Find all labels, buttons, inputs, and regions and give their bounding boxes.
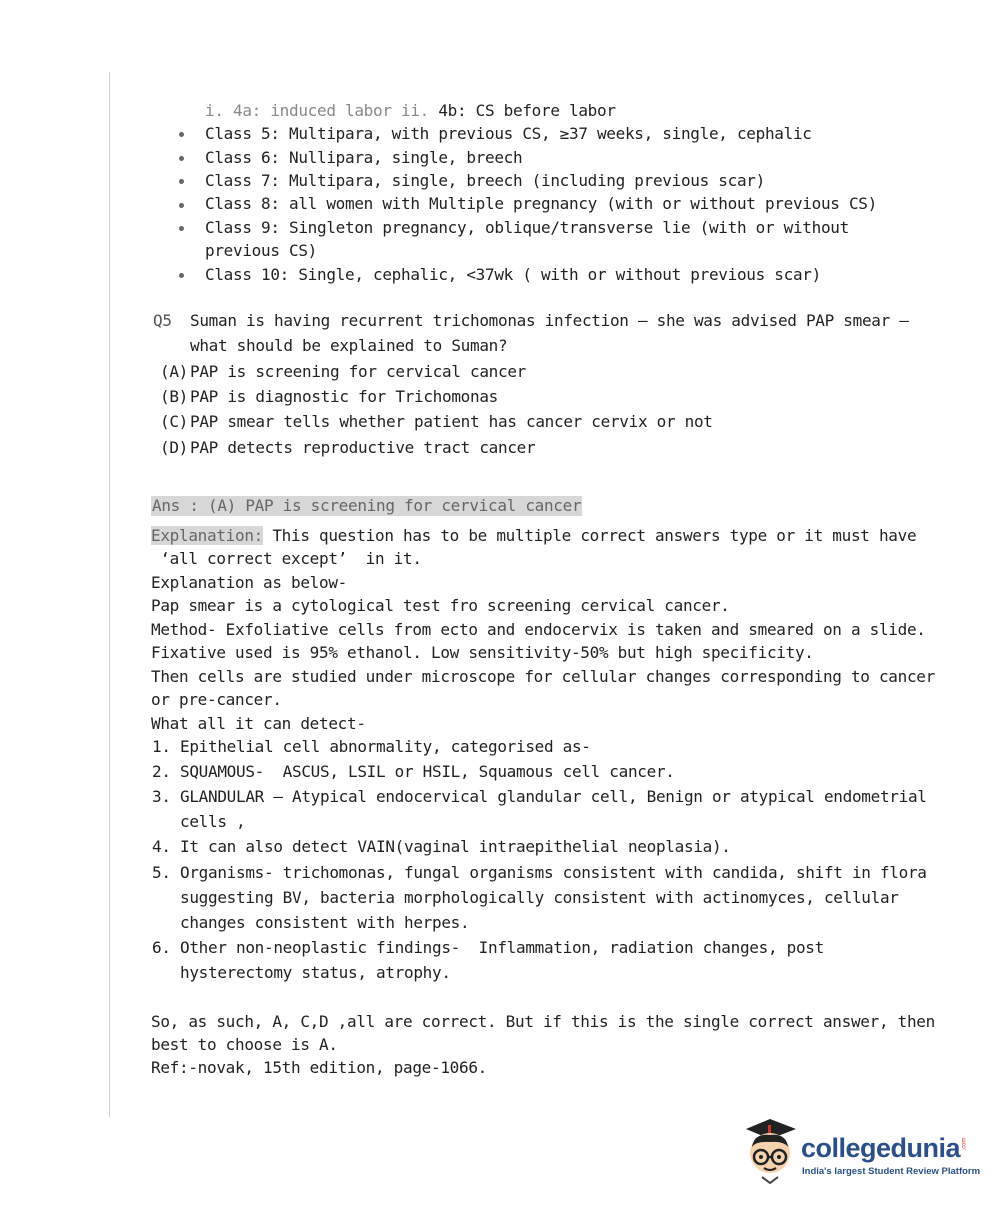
explanation-line: ‘all correct except’ in it. — [151, 549, 422, 568]
list-item: Organisms- trichomonas, fungal organisms consistent with candida, shift in flora — [180, 863, 927, 882]
explanation-line: Fixative used is 95% ethanol. Low sensitivity-50% but high specificity. — [151, 643, 814, 662]
conclusion-line: best to choose is A. — [151, 1035, 338, 1054]
list-item-continuation: changes consistent with herpes. — [180, 913, 470, 932]
list-item: SQUAMOUS- ASCUS, LSIL or HSIL, Squamous cell cancer. — [180, 762, 675, 781]
sub-item-line: i. 4a: induced labor ii. 4b: CS before labor — [205, 101, 616, 120]
explanation-first-line: Explanation: This question has to be multiple correct answers type or it must have — [151, 526, 917, 545]
list-item: Class 8: all women with Multiple pregnancy (with or without previous CS) — [205, 194, 877, 213]
option-label: (B) — [160, 387, 188, 406]
list-item: Class 10: Single, cephalic, <37wk ( with or without previous scar) — [205, 265, 821, 284]
option-text: PAP is screening for cervical cancer — [190, 362, 526, 381]
explanation-line: Pap smear is a cytological test fro screening cervical cancer. — [151, 596, 730, 615]
bullet-icon — [179, 203, 184, 208]
question-text: what should be explained to Suman? — [190, 336, 508, 355]
list-number: 3. — [152, 787, 171, 806]
bullet-icon — [179, 179, 184, 184]
list-number: 6. — [152, 938, 171, 957]
explanation-line: What all it can detect- — [151, 714, 366, 733]
logo-wordmark: collegedunia — [801, 1133, 961, 1163]
list-item: Class 6: Nullipara, single, breech — [205, 148, 523, 167]
list-item: Class 9: Singleton pregnancy, oblique/transverse lie (with or without — [205, 218, 849, 237]
collegedunia-logo — [740, 1115, 981, 1195]
mascot-icon — [740, 1115, 804, 1189]
explanation-line: Explanation as below- — [151, 573, 347, 592]
question-text: Suman is having recurrent trichomonas infection – she was advised PAP smear – — [190, 311, 909, 330]
bullet-icon — [179, 226, 184, 231]
list-item-continuation: hysterectomy status, atrophy. — [180, 963, 451, 982]
list-item-continuation: suggesting BV, bacteria morphologically consistent with actinomyces, cellular — [180, 888, 899, 907]
logo-suffix: .com — [961, 1137, 968, 1151]
logo-tagline: India's largest Student Review Platform — [802, 1166, 981, 1177]
option-label: (D) — [160, 438, 188, 457]
conclusion-line: So, as such, A, C,D ,all are correct. But if this is the single correct answer, then — [151, 1012, 935, 1031]
option-label: (C) — [160, 412, 188, 431]
question-number: Q5 — [153, 311, 172, 330]
list-item: Other non-neoplastic findings- Inflammation, radiation changes, post — [180, 938, 824, 957]
list-item: Epithelial cell abnormality, categorised as- — [180, 737, 591, 756]
list-item-continuation: previous CS) — [205, 241, 317, 260]
list-number: 1. — [152, 737, 171, 756]
list-number: 4. — [152, 837, 171, 856]
option-label: (A) — [160, 362, 188, 381]
list-item: GLANDULAR – Atypical endocervical glandular cell, Benign or atypical endometrial — [180, 787, 927, 806]
bullet-icon — [179, 273, 184, 278]
explanation-line: Then cells are studied under microscope for cellular changes corresponding to cancer — [151, 667, 935, 686]
list-item: Class 5: Multipara, with previous CS, ≥37 weeks, single, cephalic — [205, 124, 812, 143]
list-number: 5. — [152, 863, 171, 882]
bullet-icon — [179, 132, 184, 137]
bullet-icon — [179, 156, 184, 161]
list-item: It can also detect VAIN(vaginal intraepithelial neoplasia). — [180, 837, 731, 856]
option-text: PAP is diagnostic for Trichomonas — [190, 387, 498, 406]
list-item: Class 7: Multipara, single, breech (including previous scar) — [205, 171, 765, 190]
answer-highlight: Ans : (A) PAP is screening for cervical cancer — [152, 496, 582, 515]
left-margin-rule — [109, 72, 110, 1117]
list-number: 2. — [152, 762, 171, 781]
option-text: PAP detects reproductive tract cancer — [190, 438, 536, 457]
explanation-line: or pre-cancer. — [151, 690, 282, 709]
option-text: PAP smear tells whether patient has cancer cervix or not — [190, 412, 713, 431]
list-item-continuation: cells , — [180, 812, 246, 831]
reference-line: Ref:-novak, 15th edition, page-1066. — [151, 1058, 487, 1077]
explanation-label: Explanation: — [151, 526, 263, 545]
explanation-line: Method- Exfoliative cells from ecto and endocervix is taken and smeared on a slide. — [151, 620, 926, 639]
